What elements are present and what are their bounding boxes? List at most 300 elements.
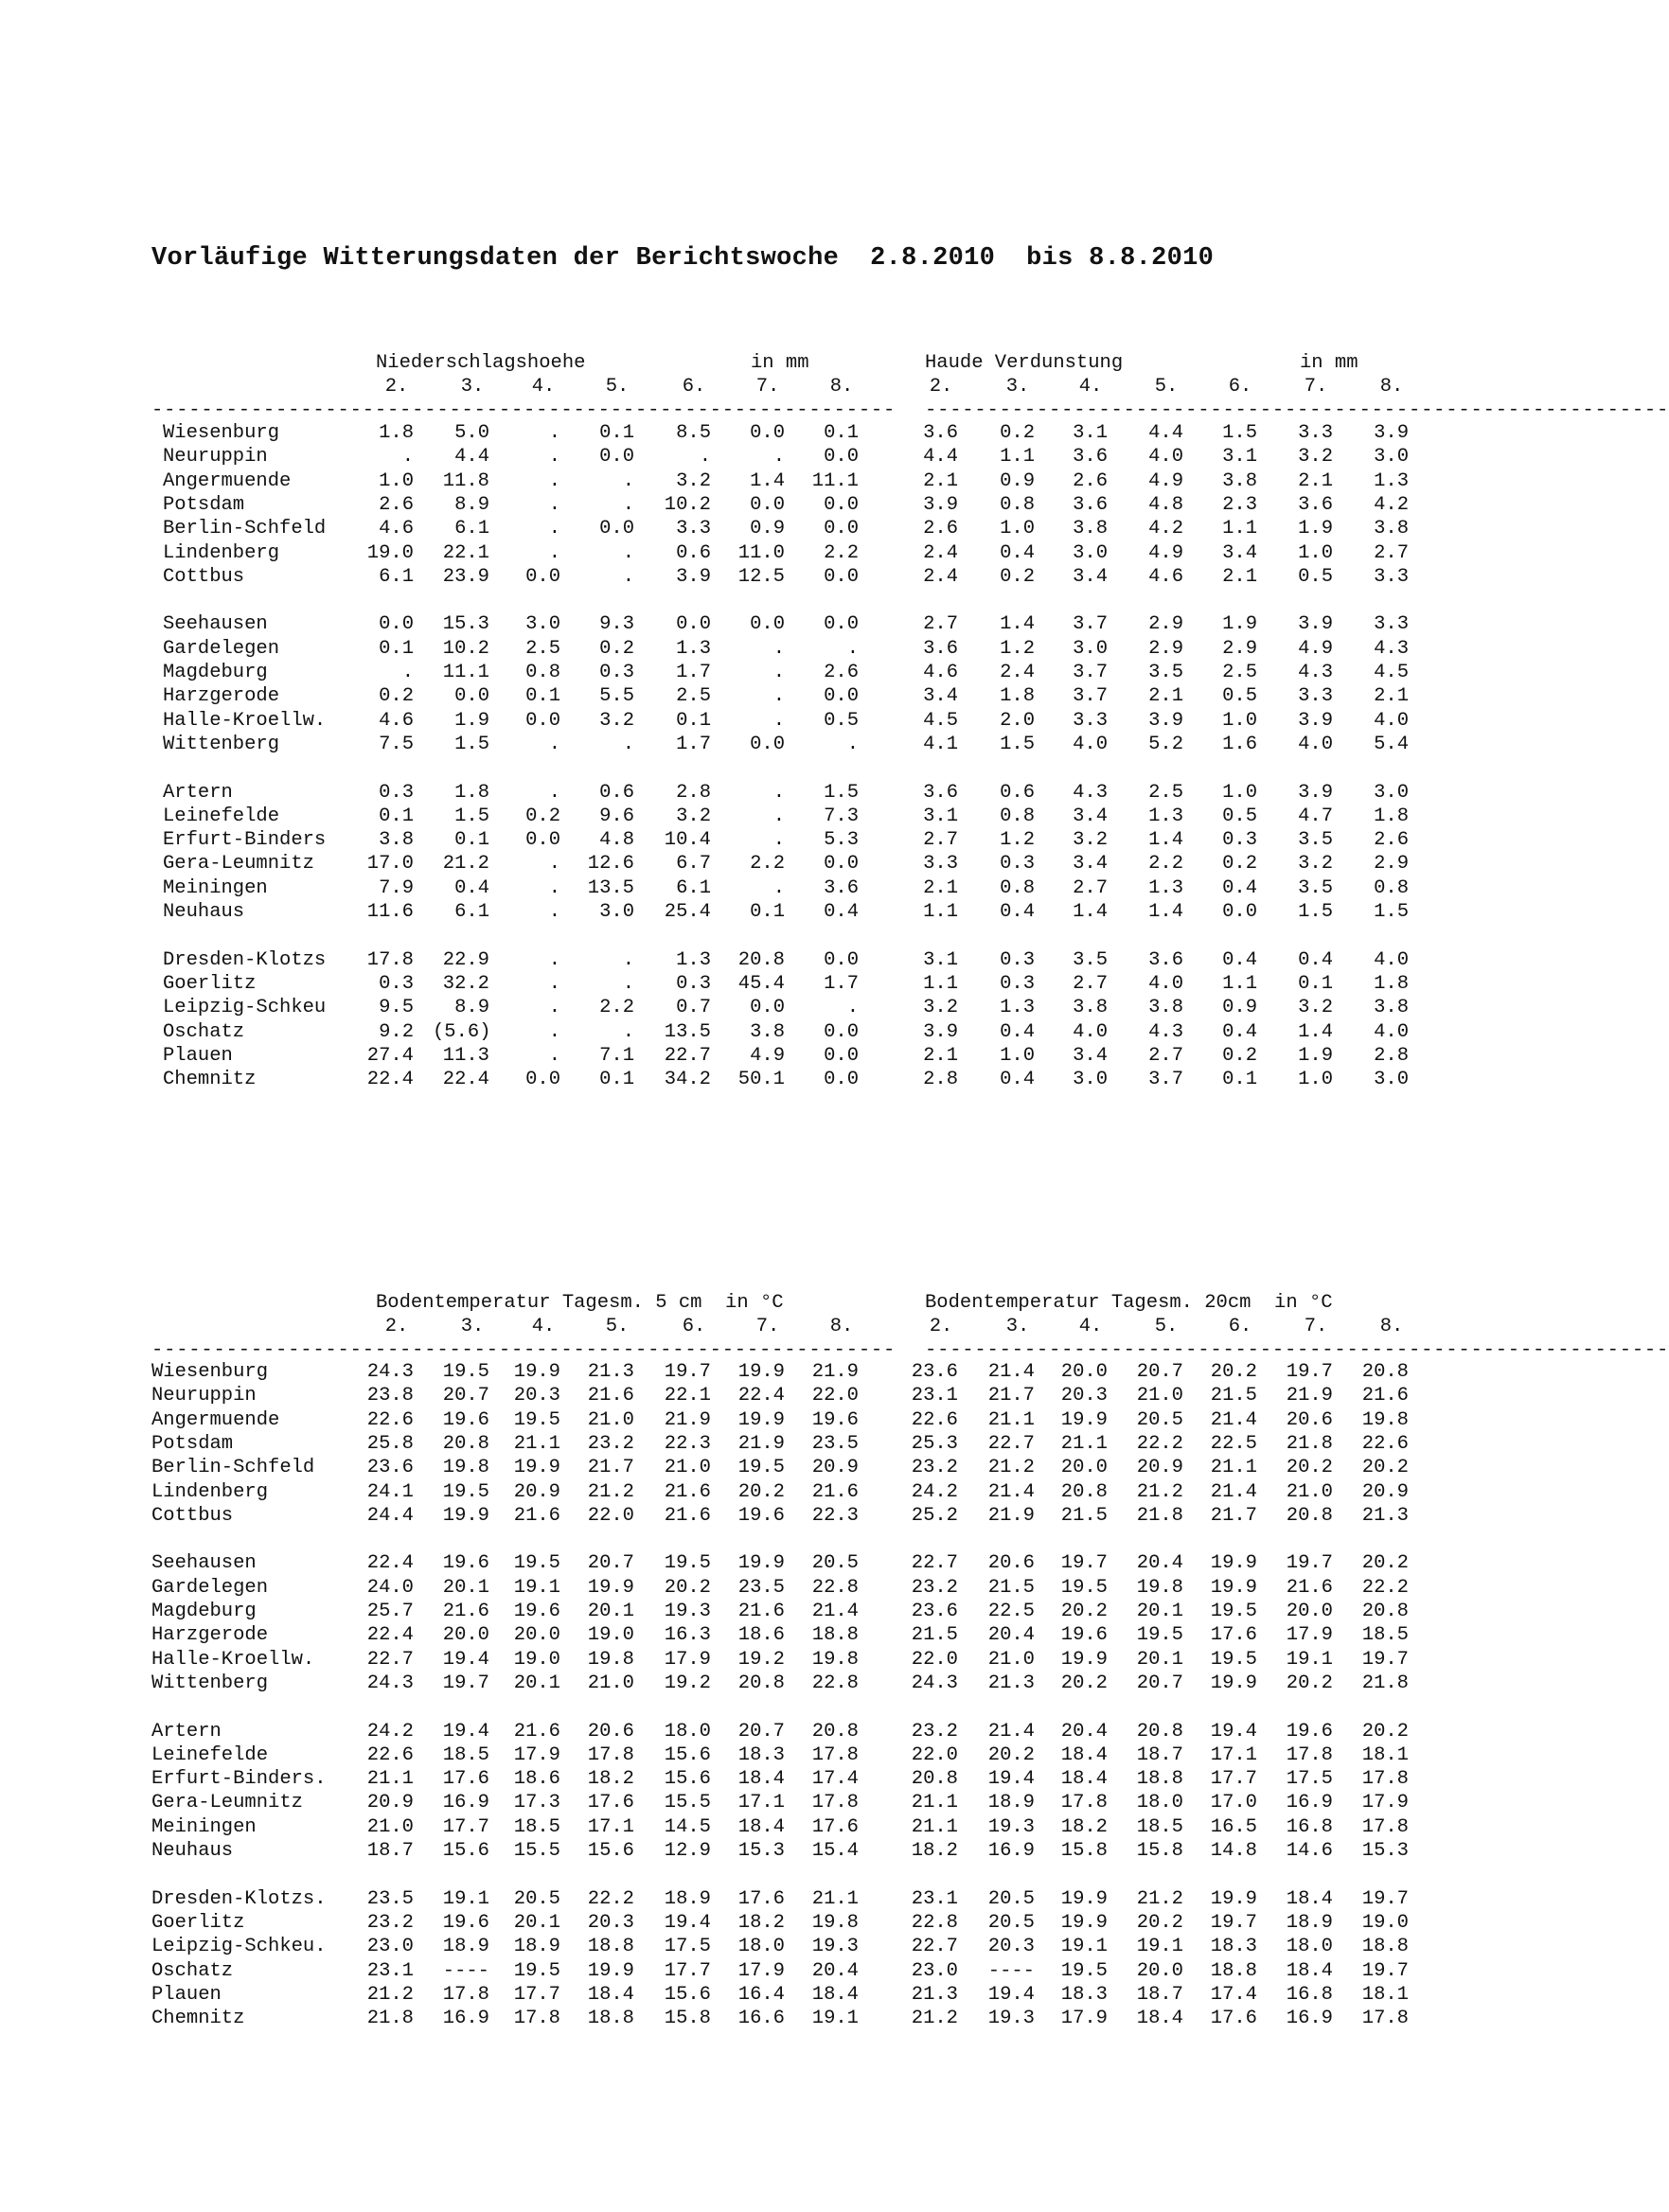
value-cell: 0.0	[824, 518, 859, 540]
value-cell: 21.9	[811, 1361, 859, 1383]
station-name: Halle-Kroellw.	[151, 1648, 315, 1671]
value-cell: 1.4	[1073, 901, 1108, 923]
value-cell: 1.1	[1000, 446, 1035, 469]
value-cell: 19.9	[1210, 1576, 1257, 1599]
station-name: Seehausen	[151, 1552, 257, 1575]
value-cell: 19.5	[513, 1552, 560, 1575]
value-cell: 15.4	[811, 1840, 859, 1862]
value-cell: 19.5	[1210, 1601, 1257, 1622]
value-cell: 21.5	[911, 1624, 958, 1647]
value-cell: 17.0	[366, 853, 414, 876]
value-cell: 20.4	[987, 1624, 1035, 1647]
value-cell: 4.9	[1148, 541, 1183, 564]
value-cell: 17.1	[587, 1815, 634, 1838]
station-name: Lindenberg	[151, 1480, 269, 1503]
value-cell: 3.7	[1073, 613, 1108, 636]
value-cell: 3.4	[1073, 853, 1108, 876]
value-cell: 15.8	[1136, 1840, 1183, 1862]
value-cell: 3.3	[1374, 565, 1409, 588]
value-cell: 25.7	[366, 1601, 414, 1622]
value-cell: 2.4	[923, 565, 958, 588]
value-cell: 1.3	[1374, 469, 1409, 492]
value-cell: .	[846, 997, 859, 1019]
value-cell: 19.7	[664, 1361, 711, 1383]
value-cell: .	[548, 733, 560, 755]
value-cell: 2.9	[1374, 853, 1409, 876]
value-cell: 4.6	[379, 518, 414, 540]
soil20-day-3: 3.	[1005, 1316, 1030, 1337]
value-cell: 16.3	[664, 1624, 711, 1647]
value-cell: 21.0	[1286, 1480, 1333, 1503]
station-name: Magdeburg	[151, 1601, 257, 1622]
station-name: Neuhaus	[151, 1840, 234, 1862]
value-cell: 1.5	[1298, 901, 1333, 923]
value-cell: 19.6	[442, 1408, 489, 1431]
value-cell: 15.6	[664, 1768, 711, 1791]
value-cell: 20.8	[1136, 1720, 1183, 1743]
value-cell: 1.2	[1000, 637, 1035, 660]
value-cell: 0.0	[824, 493, 859, 516]
value-cell: 0.0	[454, 685, 489, 708]
value-cell: 19.7	[442, 1672, 489, 1694]
value-cell: 6.1	[379, 565, 414, 588]
value-cell: 23.5	[737, 1576, 785, 1599]
value-cell: 3.6	[1073, 493, 1108, 516]
value-cell: 18.0	[664, 1720, 711, 1743]
value-cell: 2.1	[923, 1044, 958, 1067]
value-cell: 17.8	[513, 2008, 560, 2030]
value-cell: .	[401, 446, 414, 469]
value-cell: 19.4	[987, 1983, 1035, 2006]
value-cell: 3.2	[1298, 997, 1333, 1019]
value-cell: 3.2	[599, 709, 634, 732]
value-cell: 17.9	[513, 1743, 560, 1766]
value-cell: 1.1	[923, 972, 958, 995]
value-cell: 2.2	[1148, 853, 1183, 876]
value-cell: 34.2	[664, 1069, 711, 1091]
station-name: Chemnitz	[163, 1069, 257, 1091]
value-cell: 19.1	[1060, 1936, 1108, 1958]
value-cell: 22.4	[737, 1385, 785, 1407]
station-name: Neuruppin	[163, 446, 268, 469]
value-cell: 0.0	[525, 829, 560, 852]
value-cell: 1.3	[1000, 997, 1035, 1019]
value-cell: 17.3	[513, 1792, 560, 1814]
value-cell: 20.9	[366, 1792, 414, 1814]
soil20-heading: Bodentemperatur Tagesm. 20cm in °C	[925, 1292, 1333, 1314]
value-cell: 0.4	[1000, 1069, 1035, 1091]
value-cell: 3.9	[1148, 709, 1183, 732]
value-cell: 1.8	[379, 422, 414, 444]
value-cell: 22.0	[811, 1385, 859, 1407]
value-cell: 1.0	[379, 469, 414, 492]
value-cell: 20.2	[1361, 1552, 1409, 1575]
value-cell: 2.5	[525, 637, 560, 660]
value-cell: .	[622, 972, 634, 995]
value-cell: 0.5	[1222, 685, 1257, 708]
value-cell: 9.6	[599, 805, 634, 827]
value-cell: 19.9	[1060, 1408, 1108, 1431]
value-cell: 5.3	[824, 829, 859, 852]
value-cell: 22.5	[987, 1601, 1035, 1622]
value-cell: 6.1	[454, 901, 489, 923]
value-cell: 16.9	[442, 1792, 489, 1814]
value-cell: 0.1	[454, 829, 489, 852]
value-cell: 1.5	[454, 805, 489, 827]
value-cell: 24.1	[366, 1480, 414, 1503]
value-cell: 21.0	[987, 1648, 1035, 1671]
station-name: Leipzig-Schkeu.	[151, 1936, 327, 1958]
value-cell: 12.5	[737, 565, 785, 588]
value-cell: .	[622, 733, 634, 755]
value-cell: 1.3	[1148, 805, 1183, 827]
value-cell: 25.2	[911, 1504, 958, 1527]
value-cell: 19.0	[513, 1648, 560, 1671]
value-cell: .	[548, 901, 560, 923]
value-cell: 20.9	[1136, 1457, 1183, 1479]
value-cell: .	[622, 541, 634, 564]
value-cell: 0.0	[379, 613, 414, 636]
value-cell: 18.4	[1060, 1743, 1108, 1766]
value-cell: 17.6	[737, 1887, 785, 1910]
value-cell: 20.8	[737, 948, 785, 971]
value-cell: 0.2	[1000, 565, 1035, 588]
value-cell: 0.0	[824, 446, 859, 469]
value-cell: 3.2	[1298, 853, 1333, 876]
value-cell: 18.1	[1361, 1983, 1409, 2006]
value-cell: 17.8	[366, 948, 414, 971]
value-cell: 0.0	[750, 733, 785, 755]
value-cell: .	[772, 662, 785, 683]
value-cell: 1.4	[1148, 829, 1183, 852]
station-name: Wiesenburg	[151, 1361, 269, 1383]
value-cell: 3.4	[1073, 565, 1108, 588]
value-cell: 20.0	[513, 1624, 560, 1647]
value-cell: 20.7	[1136, 1672, 1183, 1694]
value-cell: 22.0	[911, 1648, 958, 1671]
value-cell: 19.7	[1060, 1552, 1108, 1575]
value-cell: 18.5	[513, 1815, 560, 1838]
value-cell: 2.3	[1222, 493, 1257, 516]
value-cell: 0.9	[1222, 997, 1257, 1019]
value-cell: 20.8	[811, 1720, 859, 1743]
value-cell: 21.1	[366, 1768, 414, 1791]
value-cell: 22.8	[811, 1672, 859, 1694]
value-cell: 4.1	[923, 733, 958, 755]
value-cell: 3.9	[1298, 709, 1333, 732]
value-cell: 23.1	[366, 1959, 414, 1982]
value-cell: 3.2	[1073, 829, 1108, 852]
value-cell: ----	[442, 1959, 489, 1982]
value-cell: 20.6	[987, 1552, 1035, 1575]
value-cell: 18.3	[1060, 1983, 1108, 2006]
value-cell: 2.0	[1000, 709, 1035, 732]
soil5-day-2: 2.	[384, 1316, 409, 1337]
precip-rule: ------------------------------------------------------------	[151, 399, 897, 421]
value-cell: 22.2	[1361, 1576, 1409, 1599]
value-cell: 3.4	[1073, 1044, 1108, 1067]
station-name: Leinefelde	[151, 1743, 269, 1766]
value-cell: 14.5	[664, 1815, 711, 1838]
value-cell: 23.6	[366, 1457, 414, 1479]
station-name: Neuhaus	[163, 901, 245, 923]
value-cell: 2.7	[1073, 972, 1108, 995]
value-cell: 18.2	[1060, 1815, 1108, 1838]
value-cell: 20.6	[1286, 1408, 1333, 1431]
value-cell: 2.8	[676, 781, 711, 804]
station-name: Magdeburg	[163, 662, 268, 683]
value-cell: 23.2	[911, 1457, 958, 1479]
station-name: Dresden-Klotzs.	[151, 1887, 327, 1910]
value-cell: 4.6	[1148, 565, 1183, 588]
value-cell: 20.2	[1361, 1457, 1409, 1479]
value-cell: 1.3	[1148, 876, 1183, 899]
value-cell: 15.6	[442, 1840, 489, 1862]
value-cell: 3.1	[923, 948, 958, 971]
value-cell: 18.8	[1361, 1936, 1409, 1958]
value-cell: .	[622, 1020, 634, 1043]
value-cell: 20.9	[811, 1457, 859, 1479]
station-name: Leinefelde	[163, 805, 280, 827]
value-cell: 22.4	[366, 1552, 414, 1575]
value-cell: 19.1	[1286, 1648, 1333, 1671]
value-cell: 20.1	[1136, 1648, 1183, 1671]
value-cell: 16.8	[1286, 1815, 1333, 1838]
value-cell: 1.9	[1222, 613, 1257, 636]
value-cell: 4.6	[379, 709, 414, 732]
value-cell: 19.7	[1210, 1911, 1257, 1934]
value-cell: 17.8	[1286, 1743, 1333, 1766]
value-cell: 17.5	[664, 1936, 711, 1958]
value-cell: .	[548, 541, 560, 564]
value-cell: 18.4	[737, 1815, 785, 1838]
value-cell: 22.7	[911, 1936, 958, 1958]
value-cell: 18.4	[811, 1983, 859, 2006]
value-cell: 19.5	[664, 1552, 711, 1575]
value-cell: 20.3	[513, 1385, 560, 1407]
value-cell: 20.1	[587, 1601, 634, 1622]
value-cell: 0.1	[824, 422, 859, 444]
value-cell: .	[548, 876, 560, 899]
value-cell: 1.8	[1374, 805, 1409, 827]
value-cell: 2.2	[824, 541, 859, 564]
value-cell: 18.1	[1361, 1743, 1409, 1766]
value-cell: 21.9	[664, 1408, 711, 1431]
value-cell: 19.4	[442, 1648, 489, 1671]
value-cell: 0.4	[1222, 948, 1257, 971]
value-cell: .	[772, 781, 785, 804]
value-cell: 3.3	[1298, 685, 1333, 708]
value-cell: 21.2	[987, 1457, 1035, 1479]
value-cell: 18.9	[513, 1936, 560, 1958]
value-cell: 16.5	[1210, 1815, 1257, 1838]
value-cell: 19.8	[811, 1648, 859, 1671]
value-cell: 21.3	[911, 1983, 958, 2006]
value-cell: 20.7	[1136, 1361, 1183, 1383]
value-cell: 19.9	[513, 1361, 560, 1383]
value-cell: .	[622, 948, 634, 971]
value-cell: 5.0	[454, 422, 489, 444]
evap-day-3: 3.	[1005, 376, 1030, 398]
value-cell: 3.9	[1298, 613, 1333, 636]
value-cell: 3.0	[599, 901, 634, 923]
value-cell: 0.2	[599, 637, 634, 660]
soil5-day-6: 6.	[682, 1316, 706, 1337]
precip-unit: in mm	[751, 352, 809, 374]
value-cell: 2.6	[824, 662, 859, 683]
value-cell: 4.0	[1374, 1020, 1409, 1043]
value-cell: 20.3	[987, 1936, 1035, 1958]
station-name: Gardelegen	[151, 1576, 269, 1599]
value-cell: 17.4	[1210, 1983, 1257, 2006]
value-cell: 0.9	[1000, 469, 1035, 492]
value-cell: 22.6	[1361, 1432, 1409, 1455]
value-cell: 4.7	[1298, 805, 1333, 827]
value-cell: 18.7	[366, 1840, 414, 1862]
precip-heading: Niederschlagshoehe	[376, 352, 586, 374]
soil5-day-3: 3.	[460, 1316, 485, 1337]
value-cell: 24.2	[366, 1720, 414, 1743]
value-cell: 0.2	[1000, 422, 1035, 444]
station-name: Harzgerode	[163, 685, 280, 708]
value-cell: 2.4	[1000, 662, 1035, 683]
station-name: Oschatz	[163, 1020, 245, 1043]
value-cell: 21.1	[911, 1792, 958, 1814]
value-cell: 19.9	[513, 1457, 560, 1479]
value-cell: 4.2	[1374, 493, 1409, 516]
value-cell: 0.4	[1000, 901, 1035, 923]
value-cell: 1.8	[1000, 685, 1035, 708]
value-cell: 3.4	[1073, 805, 1108, 827]
value-cell: 11.8	[442, 469, 489, 492]
value-cell: 14.8	[1210, 1840, 1257, 1862]
value-cell: 20.0	[1060, 1361, 1108, 1383]
value-cell: 16.9	[442, 2008, 489, 2030]
value-cell: 23.0	[366, 1936, 414, 1958]
precip-day-2: 2.	[384, 376, 409, 398]
value-cell: .	[548, 948, 560, 971]
value-cell: 18.3	[737, 1743, 785, 1766]
value-cell: 2.7	[923, 829, 958, 852]
value-cell: 4.0	[1148, 446, 1183, 469]
value-cell: 22.6	[366, 1408, 414, 1431]
value-cell: 4.5	[1374, 662, 1409, 683]
soil5-day-7: 7.	[755, 1316, 780, 1337]
value-cell: 21.6	[1361, 1385, 1409, 1407]
value-cell: 20.2	[1286, 1457, 1333, 1479]
value-cell: .	[548, 446, 560, 469]
value-cell: 0.7	[676, 997, 711, 1019]
value-cell: 19.9	[737, 1552, 785, 1575]
value-cell: 3.1	[1073, 422, 1108, 444]
value-cell: 3.7	[1073, 662, 1108, 683]
station-name: Halle-Kroellw.	[163, 709, 327, 732]
value-cell: 0.6	[599, 781, 634, 804]
value-cell: 21.1	[1210, 1457, 1257, 1479]
value-cell: 11.1	[442, 662, 489, 683]
value-cell: 21.6	[1286, 1576, 1333, 1599]
precip-day-3: 3.	[460, 376, 485, 398]
value-cell: 17.8	[1361, 1768, 1409, 1791]
value-cell: 22.4	[442, 1069, 489, 1091]
value-cell: 1.0	[1000, 518, 1035, 540]
station-name: Potsdam	[163, 493, 245, 516]
evap-day-2: 2.	[929, 376, 953, 398]
value-cell: 18.0	[1286, 1936, 1333, 1958]
value-cell: 20.8	[1361, 1361, 1409, 1383]
value-cell: 0.3	[599, 662, 634, 683]
value-cell: 3.6	[1073, 446, 1108, 469]
value-cell: 21.0	[587, 1408, 634, 1431]
value-cell: 15.6	[664, 1983, 711, 2006]
evap-unit: in mm	[1300, 352, 1358, 374]
value-cell: 25.3	[911, 1432, 958, 1455]
value-cell: 20.2	[1361, 1720, 1409, 1743]
value-cell: 3.8	[379, 829, 414, 852]
value-cell: 21.8	[1136, 1504, 1183, 1527]
value-cell: 20.0	[1060, 1457, 1108, 1479]
station-name: Harzgerode	[151, 1624, 269, 1647]
value-cell: 22.2	[1136, 1432, 1183, 1455]
station-name: Berlin-Schfeld	[163, 518, 327, 540]
value-cell: 18.2	[911, 1840, 958, 1862]
station-name: Erfurt-Binders.	[151, 1768, 327, 1791]
value-cell: 3.9	[923, 493, 958, 516]
value-cell: 19.9	[1210, 1887, 1257, 1910]
value-cell: .	[846, 637, 859, 660]
value-cell: 1.0	[1222, 781, 1257, 804]
value-cell: 19.6	[1060, 1624, 1108, 1647]
value-cell: 19.7	[1286, 1361, 1333, 1383]
value-cell: 0.4	[1222, 876, 1257, 899]
value-cell: 21.0	[664, 1457, 711, 1479]
value-cell: 3.6	[1148, 948, 1183, 971]
value-cell: 19.9	[1060, 1648, 1108, 1671]
value-cell: 21.5	[1210, 1385, 1257, 1407]
value-cell: 0.2	[525, 805, 560, 827]
station-name: Goerlitz	[163, 972, 257, 995]
value-cell: 17.1	[737, 1792, 785, 1814]
value-cell: 20.5	[1136, 1408, 1183, 1431]
value-cell: 0.5	[1298, 565, 1333, 588]
value-cell: 21.6	[664, 1504, 711, 1527]
value-cell: 2.8	[1374, 1044, 1409, 1067]
value-cell: .	[699, 446, 711, 469]
value-cell: 45.4	[737, 972, 785, 995]
value-cell: 11.0	[737, 541, 785, 564]
value-cell: 21.2	[911, 2008, 958, 2030]
value-cell: 2.1	[1374, 685, 1409, 708]
value-cell: 18.0	[737, 1936, 785, 1958]
value-cell: 19.4	[664, 1911, 711, 1934]
value-cell: 19.6	[442, 1552, 489, 1575]
value-cell: 3.9	[923, 1020, 958, 1043]
value-cell: 2.6	[1374, 829, 1409, 852]
value-cell: 21.5	[987, 1576, 1035, 1599]
station-name: Artern	[151, 1720, 222, 1743]
value-cell: 4.6	[923, 662, 958, 683]
value-cell: 23.5	[366, 1887, 414, 1910]
value-cell: 20.3	[1060, 1385, 1108, 1407]
value-cell: 3.9	[676, 565, 711, 588]
value-cell: 1.0	[1222, 709, 1257, 732]
value-cell: 4.0	[1374, 709, 1409, 732]
value-cell: 19.5	[513, 1408, 560, 1431]
value-cell: 0.1	[599, 422, 634, 444]
value-cell: 21.8	[366, 2008, 414, 2030]
value-cell: 19.9	[442, 1504, 489, 1527]
station-name: Cottbus	[163, 565, 245, 588]
